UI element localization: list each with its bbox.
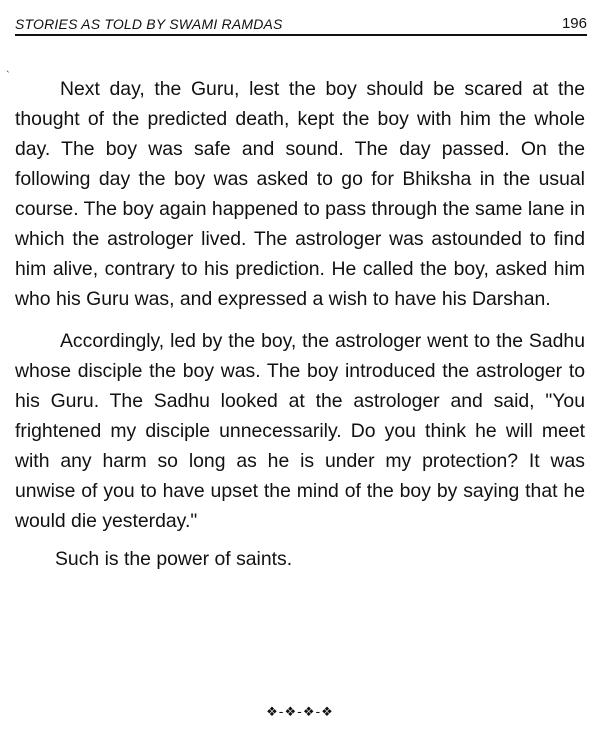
- running-title: STORIES AS TOLD BY SWAMI RAMDAS: [15, 16, 283, 32]
- paragraph-1: Next day, the Guru, lest the boy should be scared at the thought of the predicted death, kept the boy with him the whole day. The boy was safe and sound. The day passed. On the following day the boy was asked to go for Bhiksha in the usual course. The boy again happened to pass through the same lane in which the astrologer lived. The astrologer was astounded to find him alive, contrary to his prediction. He called the boy, asked him who his Guru was, and expressed a wish to have his Darshan.: [15, 78, 585, 310]
- page-body: [15, 74, 585, 574]
- page-number: 196: [561, 15, 587, 32]
- page-header: [15, 12, 587, 36]
- paragraph-2: Accordingly, led by the boy, the astrologer went to the Sadhu whose disciple the boy was. The boy introduced the astrologer to his Guru. The Sadhu looked at the astrologer and said, "You frightened my disciple unnecessarily. Do you think he will meet with any harm so long as he is under my protection? It was unwise of you to have upset the mind of the boy by saying that he would die yesterday.": [15, 330, 585, 532]
- stray-mark: `: [6, 70, 10, 82]
- paragraph-3: Such is the power of saints.: [55, 548, 293, 570]
- section-end-ornament: ❖-❖-❖-❖: [266, 705, 334, 720]
